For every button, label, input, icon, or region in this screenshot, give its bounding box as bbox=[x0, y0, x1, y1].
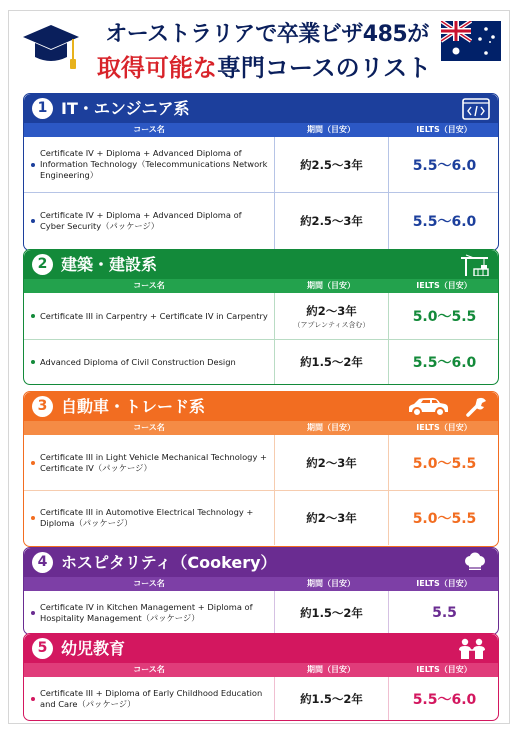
table-row bbox=[24, 491, 498, 545]
table-row bbox=[24, 435, 498, 491]
period-note: （アプレンティス含む） bbox=[293, 320, 370, 329]
column-course: コース名 bbox=[133, 423, 165, 432]
bullet bbox=[31, 516, 35, 520]
column-header bbox=[24, 123, 498, 137]
crane-icon bbox=[460, 254, 490, 276]
period: 約2.5～3年 bbox=[300, 157, 363, 172]
course-name: Certificate III in Carpentry + Certificate IV in Carpentry bbox=[40, 310, 268, 321]
ielts-score: 5.0～5.5 bbox=[388, 435, 500, 490]
ielts-score: 5.5 bbox=[388, 591, 500, 634]
section-header bbox=[24, 392, 498, 421]
section-header bbox=[24, 548, 498, 577]
section-title: 自動車・トレード系 bbox=[61, 397, 206, 416]
course-name: Certificate IV + Diploma + Advanced Diploma of Information Technology（Telecommunications Network Engineering） bbox=[40, 148, 268, 180]
ielts-score: 5.5～6.0 bbox=[388, 340, 500, 384]
column-ielts: IELTS（目安） bbox=[416, 423, 472, 432]
period: 約2～3年 bbox=[306, 511, 357, 525]
column-period: 期間（目安） bbox=[307, 125, 355, 134]
period: 約2.5～3年 bbox=[300, 214, 363, 228]
table-row bbox=[24, 677, 498, 720]
table-row bbox=[24, 137, 498, 193]
section-number: 4 bbox=[32, 552, 53, 573]
children-icon bbox=[456, 638, 488, 660]
course-name: Advanced Diploma of Civil Construction Design bbox=[40, 356, 236, 367]
period: 約1.5～2年 bbox=[300, 605, 363, 620]
column-period: 期間（目安） bbox=[307, 665, 355, 674]
ielts-score: 5.0～5.5 bbox=[388, 293, 500, 339]
bullet bbox=[31, 360, 35, 364]
column-header bbox=[24, 421, 498, 435]
section-title: 幼児教育 bbox=[61, 639, 126, 658]
section-it bbox=[23, 93, 499, 251]
ielts-score: 5.5～6.0 bbox=[388, 193, 500, 249]
table-row bbox=[24, 293, 498, 340]
course-name: Certificate III in Automotive Electrical Technology + Diploma（パッケージ） bbox=[40, 507, 254, 528]
bullet bbox=[31, 314, 35, 318]
section-number: 5 bbox=[32, 638, 53, 659]
period: 約2～3年 bbox=[306, 303, 357, 318]
header bbox=[9, 11, 511, 91]
section-header bbox=[24, 634, 498, 663]
chef-hat-icon bbox=[464, 552, 486, 574]
column-ielts: IELTS（目安） bbox=[416, 665, 472, 674]
course-name: Certificate IV + Diploma + Advanced Diploma of Cyber Security（パッケージ） bbox=[40, 210, 242, 231]
period: 約1.5～2年 bbox=[300, 355, 363, 369]
car-icon bbox=[406, 396, 450, 418]
section-hospitality bbox=[23, 547, 499, 635]
australia-flag-icon bbox=[441, 21, 501, 61]
table-row bbox=[24, 193, 498, 249]
ielts-score: 5.5～6.0 bbox=[388, 677, 500, 720]
column-course: コース名 bbox=[133, 281, 165, 290]
table-row bbox=[24, 340, 498, 384]
course-name: Certificate IV in Kitchen Management + Diploma of Hospitality Management（パッケージ） bbox=[40, 601, 253, 623]
column-period: 期間（目安） bbox=[307, 281, 355, 290]
bullet bbox=[31, 219, 35, 223]
title-rest: 専門コースのリスト bbox=[216, 54, 432, 82]
column-header bbox=[24, 663, 498, 677]
page bbox=[8, 10, 510, 724]
column-header bbox=[24, 577, 498, 591]
bullet bbox=[31, 697, 35, 701]
title-highlight: 取得可能な bbox=[96, 54, 217, 82]
column-course: コース名 bbox=[133, 665, 165, 674]
section-number: 3 bbox=[32, 396, 53, 417]
title-line-1: オーストラリアで卒業ビザ485が bbox=[105, 22, 429, 47]
section-header bbox=[24, 94, 498, 123]
column-ielts: IELTS（目安） bbox=[416, 125, 472, 134]
ielts-score: 5.5～6.0 bbox=[388, 137, 500, 192]
column-course: コース名 bbox=[133, 579, 165, 588]
section-title: 建築・建設系 bbox=[61, 255, 158, 274]
period: 約1.5～2年 bbox=[300, 691, 363, 706]
section-childcare bbox=[23, 633, 499, 721]
column-course: コース名 bbox=[133, 125, 165, 134]
title-line-2 bbox=[69, 53, 459, 83]
column-period: 期間（目安） bbox=[307, 579, 355, 588]
wrench-icon bbox=[464, 396, 488, 418]
code-icon bbox=[462, 98, 490, 120]
section-title: IT・エンジニア系 bbox=[61, 99, 190, 118]
column-ielts: IELTS（目安） bbox=[416, 579, 472, 588]
period: 約2～3年 bbox=[306, 455, 357, 470]
section-number: 2 bbox=[32, 254, 53, 275]
section-number: 1 bbox=[32, 98, 53, 119]
column-ielts: IELTS（目安） bbox=[416, 281, 472, 290]
column-period: 期間（目安） bbox=[307, 423, 355, 432]
section-construction bbox=[23, 249, 499, 385]
section-header bbox=[24, 250, 498, 279]
column-header bbox=[24, 279, 498, 293]
course-name: Certificate III in Light Vehicle Mechanical Technology + Certificate IV（パッケージ） bbox=[40, 451, 267, 473]
ielts-score: 5.0～5.5 bbox=[388, 491, 500, 545]
bullet bbox=[31, 461, 35, 465]
table-row bbox=[24, 591, 498, 634]
section-automotive bbox=[23, 391, 499, 547]
section-title: ホスピタリティ（Cookery） bbox=[61, 553, 277, 572]
bullet bbox=[31, 611, 35, 615]
course-name: Certificate III + Diploma of Early Childhood Education and Care（パッケージ） bbox=[40, 687, 263, 709]
bullet bbox=[31, 163, 35, 167]
